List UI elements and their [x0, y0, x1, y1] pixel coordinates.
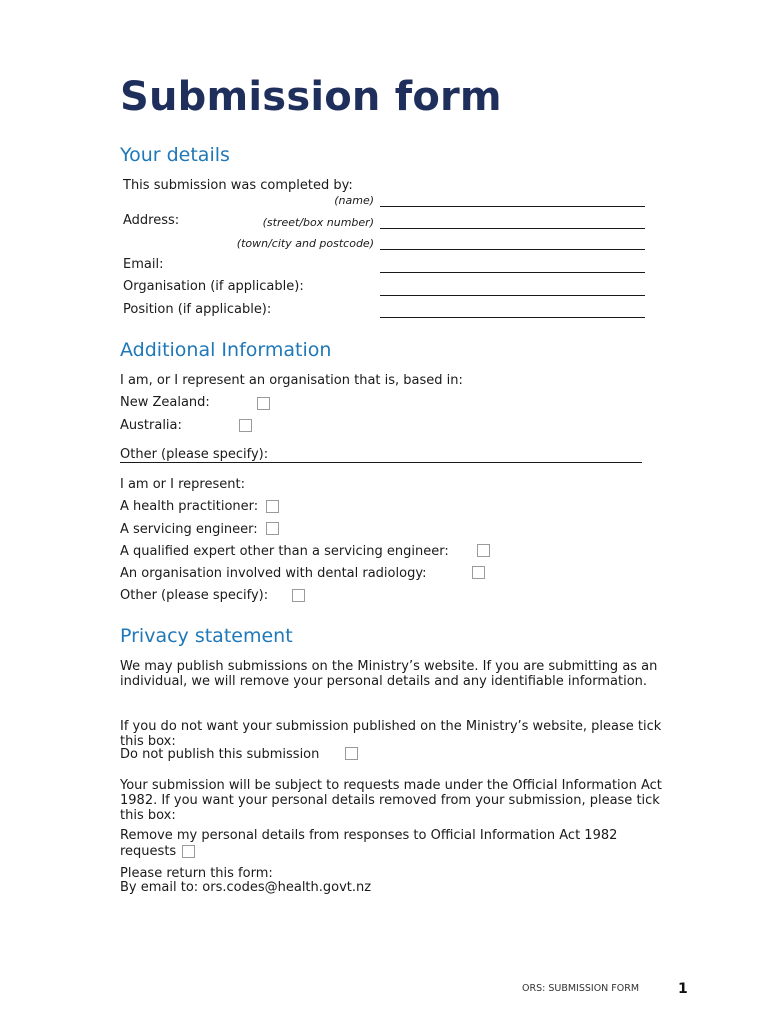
privacy-paragraph-1: We may publish submissions on the Ministry’s website. If you are submitting as an individual, we will remove your personal details and any identifiable information.	[120, 659, 658, 689]
remove-details-checkbox[interactable]	[182, 845, 195, 858]
health-practitioner-checkbox[interactable]	[266, 500, 279, 513]
do-not-publish-checkbox[interactable]	[345, 747, 358, 760]
do-not-publish-label: Do not publish this submission	[120, 747, 320, 762]
position-label: Position (if applicable):	[123, 302, 272, 317]
dental-organisation-checkbox[interactable]	[472, 566, 485, 579]
dental-organisation-label: An organisation involved with dental radiology:	[120, 566, 427, 581]
privacy-heading: Privacy statement	[120, 625, 293, 647]
page-title: Submission form	[120, 74, 502, 120]
town-field[interactable]	[380, 249, 645, 250]
name-field[interactable]	[380, 206, 645, 207]
servicing-engineer-checkbox[interactable]	[266, 522, 279, 535]
based-in-intro: I am, or I represent an organisation that is, based in:	[120, 373, 463, 388]
australia-checkbox[interactable]	[239, 419, 252, 432]
qualified-expert-checkbox[interactable]	[477, 544, 490, 557]
completed-by-label: This submission was completed by:	[123, 178, 353, 193]
email-field[interactable]	[380, 272, 645, 273]
return-email-text: By email to: ors.codes@health.govt.nz	[120, 880, 372, 895]
name-hint: (name)	[334, 194, 374, 207]
represent-intro: I am or I represent:	[120, 477, 245, 492]
footer-label: ORS: SUBMISSION FORM	[522, 983, 640, 994]
servicing-engineer-label: A servicing engineer:	[120, 522, 258, 537]
page-number: 1	[678, 981, 688, 997]
other-location-label: Other (please specify):	[120, 447, 269, 462]
organisation-field[interactable]	[380, 295, 645, 296]
other-represent-label: Other (please specify):	[120, 588, 269, 603]
privacy-paragraph-3: Your submission will be subject to requests made under the Official Information Act 1982. If you want your personal details removed from your submission, please tick this box:	[120, 778, 662, 823]
new-zealand-label: New Zealand:	[120, 395, 210, 410]
street-hint: (street/box number)	[262, 216, 374, 229]
return-form-label: Please return this form:	[120, 866, 273, 881]
other-location-field[interactable]	[120, 462, 642, 463]
qualified-expert-label: A qualified expert other than a servicing engineer:	[120, 544, 449, 559]
other-represent-checkbox[interactable]	[292, 589, 305, 602]
street-field[interactable]	[380, 228, 645, 229]
remove-details-label: Remove my personal details from responses to Official Information Act 1982	[120, 828, 618, 843]
town-hint: (town/city and postcode)	[236, 237, 374, 250]
your-details-heading: Your details	[120, 144, 230, 166]
address-label: Address:	[123, 213, 180, 228]
remove-details-label-continued: requests	[120, 844, 177, 859]
australia-label: Australia:	[120, 418, 182, 433]
organisation-label: Organisation (if applicable):	[123, 279, 304, 294]
privacy-paragraph-2: If you do not want your submission published on the Ministry’s website, please tick this box:	[120, 719, 662, 749]
additional-info-heading: Additional Information	[120, 339, 332, 361]
position-field[interactable]	[380, 317, 645, 318]
email-label: Email:	[123, 257, 164, 272]
new-zealand-checkbox[interactable]	[257, 397, 270, 410]
health-practitioner-label: A health practitioner:	[120, 499, 259, 514]
